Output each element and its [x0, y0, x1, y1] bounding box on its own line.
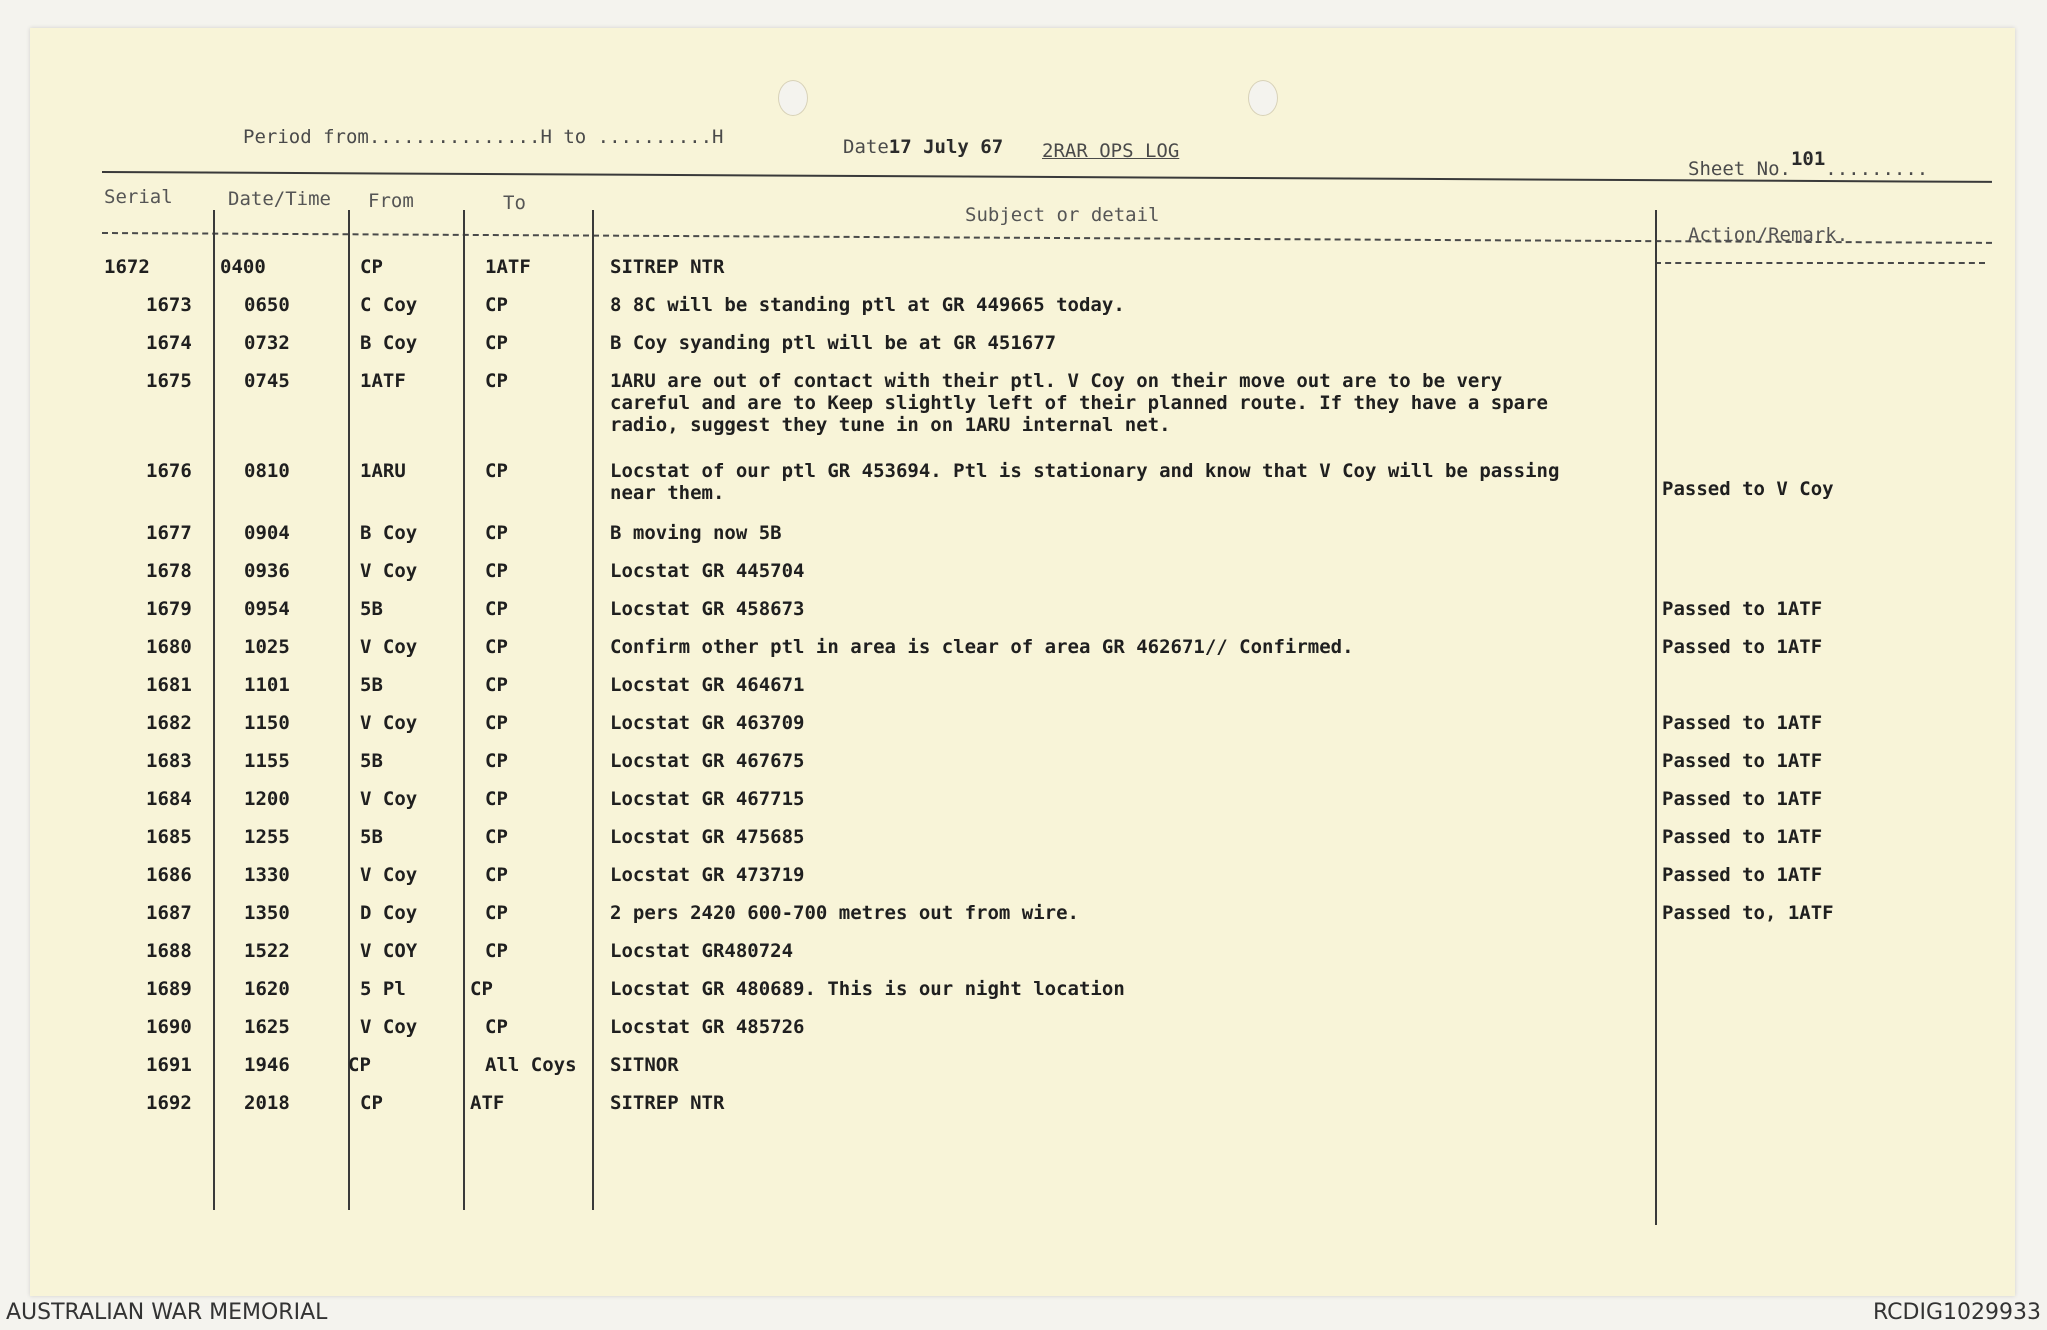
sheet-number: Sheet No.101.........	[1688, 148, 1929, 180]
footer-credit: AUSTRALIAN WAR MEMORIAL	[6, 1300, 328, 1325]
date-field: Date17 July 67	[843, 136, 1004, 158]
unit-title: 2RAR OPS LOG	[1042, 140, 1180, 162]
log-sheet: Period from...............H to ..........H Date17 July 67 2RAR OPS LOG Sheet No.101......... Serial Date/Time From To Subject or detail Action/Remark. 1672 0400 CP 1ATF SITREP NTR 1673 0650 C Coy CP 8 8C will be standing ptl at GR 449665 today. 1674 0732 B Coy CP B Coy syanding ptl will be at GR 451677 1675 0745 1ATF CP 1ARU are out of contact with their ptl. V Coy on their move out are to be very careful and are to Keep slightly left of their planned route. If they have a spare radio, suggest they tune in on 1ARU internal net. 1676 0810 1ARU CP Locstat of our ptl GR 453694. Ptl is stationary and know that V Coy will be passing near them. Passed to V Coy 1677 0904 B Coy CP B moving now 5B 1678 0936 V Coy CP Locstat GR 445704 1679 0954 5B CP Locstat GR 458673 Passed to 1ATF 1680 1025 V Coy CP Confirm other ptl in area is clear of area GR 462671// Confirmed. Passed to 1ATF 1681 1101 5B CP Locstat GR 464671 1682 1150 V Coy CP Locstat GR 463709 Passed to 1ATF 1683 1155 5B CP Locstat GR 467675 Passed to 1ATF 1684 1200 V Coy CP Locstat GR 467715 Passed to 1ATF 1685 1255 5B CP Locstat GR 475685 Passed to 1ATF 1686 1330 V Coy CP Locstat GR 473719 Passed to 1ATF 1687 1350 D Coy CP 2 pers 2420 600-700 metres out from wire. Passed to, 1ATF 1688 1522 V COY CP Locstat GR480724 1689 1620 5 Pl CP Locstat GR 480689. This is our night location 1690 1625 V Coy CP Locstat GR 485726 1691 1946 CP All Coys SITNOR 1692 2018 CP ATF SITREP NTR	[30, 28, 2015, 1296]
period-from: Period from...............H to ..........H	[243, 126, 724, 148]
divider-subject	[1655, 210, 1657, 1225]
action-rule	[1655, 262, 1985, 264]
col-subject: Subject or detail	[965, 204, 1160, 226]
col-datetime: Date/Time	[228, 188, 331, 210]
footer-id: RCDIG1029933	[1872, 1300, 2041, 1325]
punch-hole	[1248, 80, 1278, 116]
punch-hole	[778, 80, 808, 116]
col-to: To	[503, 192, 526, 214]
divider-from	[463, 210, 465, 1210]
divider-serial	[213, 210, 215, 1210]
col-serial: Serial	[104, 186, 173, 208]
col-from: From	[368, 190, 414, 212]
divider-to	[592, 210, 594, 1210]
col-action: Action/Remark.	[1688, 224, 1849, 246]
